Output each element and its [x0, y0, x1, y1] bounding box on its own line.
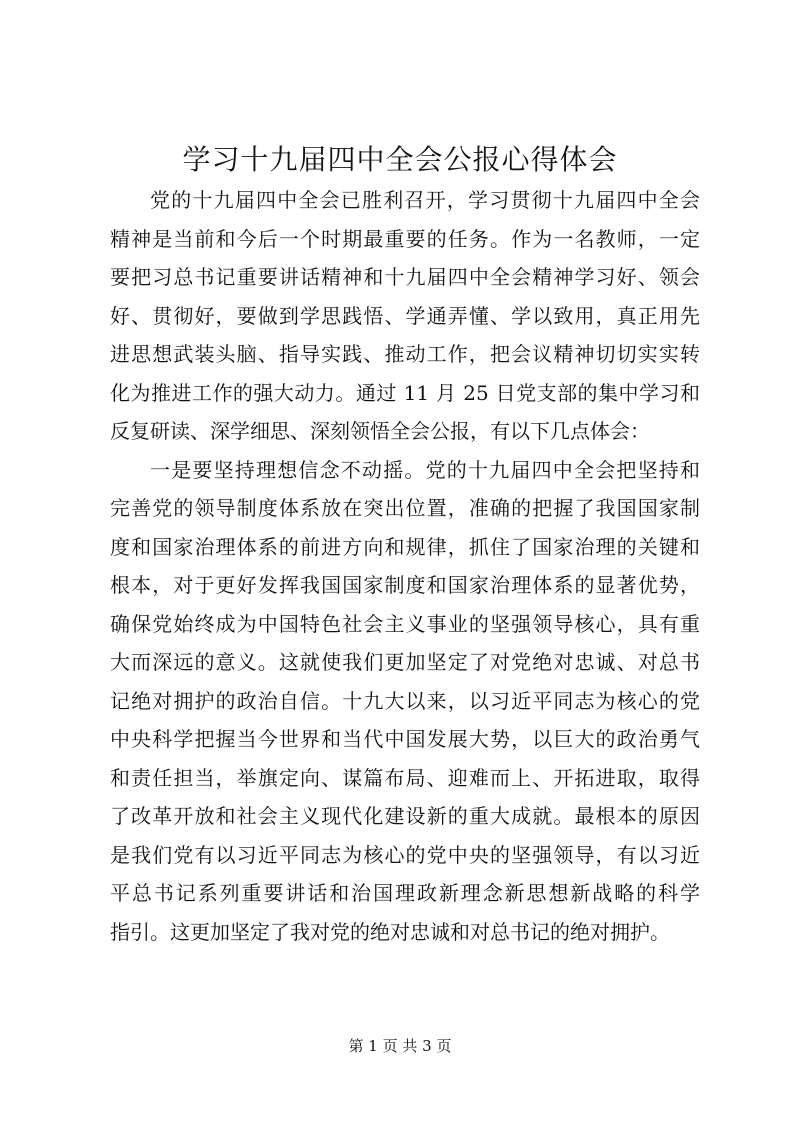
paragraph-2-line: 指引。这更加坚定了我对党的绝对忠诚和对总书记的绝对拥护。 — [110, 919, 670, 944]
paragraph-2-line: 度和国家治理体系的前进方向和规律，抓住了国家治理的关键和 — [110, 534, 700, 559]
document-title: 学习十九届四中全会公报心得体会 — [182, 143, 618, 176]
paragraph-1-line: 化为推进工作的强大动力。通过 11 月 25 日党支部的集中学习和 — [110, 380, 700, 405]
paragraph-2-line: 完善党的领导制度体系放在突出位置，准确的把握了我国国家制 — [110, 496, 700, 520]
page-indicator: 第 1 页 共 3 页 — [348, 1037, 452, 1055]
paragraph-2-line: 了改革开放和社会主义现代化建设新的重大成就。最根本的原因 — [110, 804, 700, 828]
page-footer — [0, 1036, 800, 1056]
paragraph-1-line: 进思想武装头脑、指导实践、推动工作，把会议精神切切实实转 — [110, 342, 700, 366]
paragraph-2-line: 记绝对拥护的政治自信。十九大以来，以习近平同志为核心的党 — [110, 688, 700, 713]
paragraph-1-line: 党的十九届四中全会已胜利召开，学习贯彻十九届四中全会 — [150, 188, 700, 212]
paragraph-1-line: 精神是当前和今后一个时期最重要的任务。作为一名教师，一定 — [110, 226, 700, 251]
paragraph-2-line: 大而深远的意义。这就使我们更加坚定了对党绝对忠诚、对总书 — [110, 650, 700, 674]
paragraph-2-line: 根本，对于更好发挥我国国家制度和国家治理体系的显著优势， — [110, 573, 700, 597]
paragraph-2-line: 一是要坚持理想信念不动摇。党的十九届四中全会把坚持和 — [150, 457, 700, 482]
document-body — [110, 181, 700, 951]
paragraph-1-line: 反复研读、深学细思、深刻领悟全会公报，有以下几点体会： — [110, 419, 650, 443]
paragraph-2-line: 平总书记系列重要讲话和治国理政新理念新思想新战略的科学 — [110, 881, 700, 905]
paragraph-2-line: 是我们党有以习近平同志为核心的党中央的坚强领导，有以习近 — [110, 842, 700, 867]
paragraph-2-line: 中央科学把握当今世界和当代中国发展大势，以巨大的政治勇气 — [110, 727, 700, 751]
paragraph-2-line: 和责任担当，举旗定向、谋篇布局、迎难而上、开拓进取，取得 — [110, 765, 700, 790]
paragraph-1-line: 好、贯彻好，要做到学思践悟、学通弄懂、学以致用，真正用先 — [110, 303, 700, 328]
paragraph-2-line: 确保党始终成为中国特色社会主义事业的坚强领导核心，具有重 — [110, 611, 700, 636]
paragraph-1-line: 要把习总书记重要讲话精神和十九届四中全会精神学习好、领会 — [110, 265, 700, 289]
